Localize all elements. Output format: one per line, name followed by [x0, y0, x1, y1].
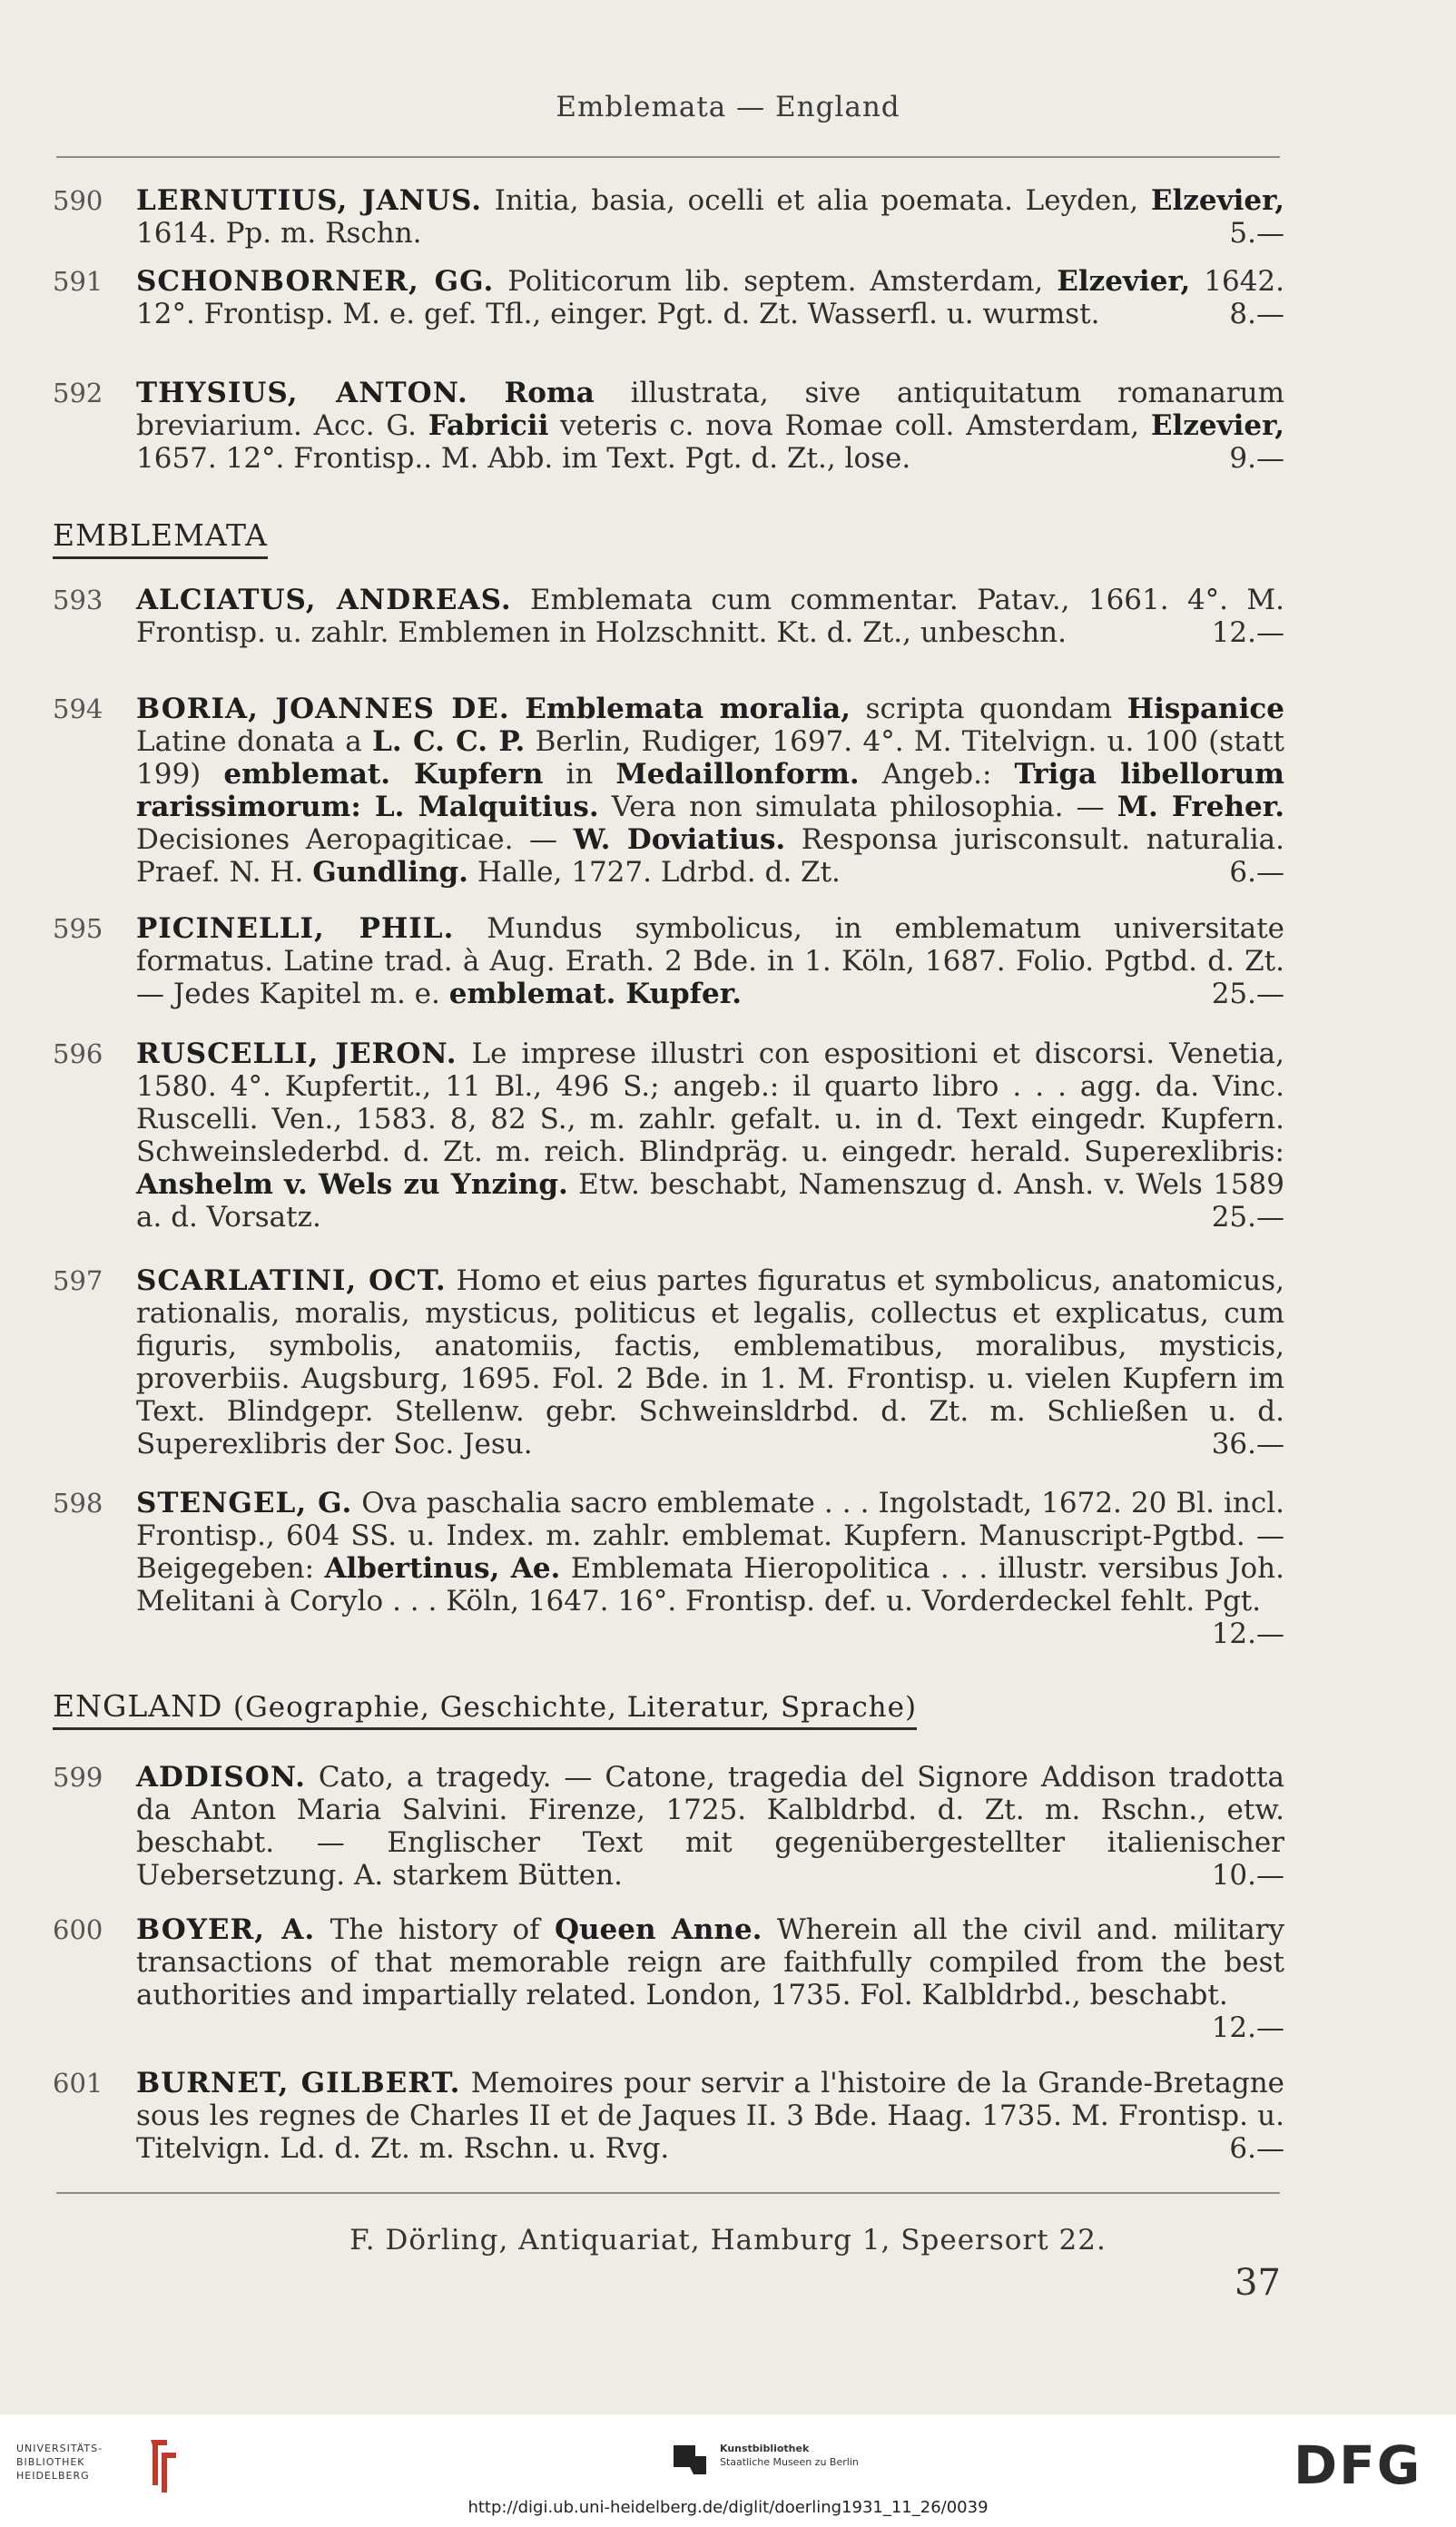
entry-price: 9.—: [1229, 442, 1284, 475]
entry-author: BURNET, GILBERT.: [136, 2067, 461, 2099]
entry-number: 597: [53, 1265, 103, 1296]
section-heading-england: [53, 1688, 917, 1730]
section-underline: [53, 1727, 917, 1730]
entry-text: Ova paschalia sacro emblemate . . . Ingolstadt, 1672. 20 Bl. incl. Frontisp., 604 SS. u. Index. m. zahlr. emblemat. Kupfern. Manuscript-Pgtbd. — Beigegeben:: [136, 1487, 1284, 1585]
entry-text: 1657. 12°. Frontisp.. M. Abb. im Text. Pgt. d. Zt., lose.: [136, 442, 911, 475]
entry-bold: W. Doviatius.: [573, 823, 786, 856]
university-library-label: [16, 2442, 103, 2483]
entry-author: THYSIUS, ANTON.: [136, 377, 468, 409]
entry-price: 6.—: [1229, 2132, 1284, 2165]
catalog-entry-599: [53, 1761, 1284, 1892]
kb-line-1: Kunstbibliothek: [720, 2443, 810, 2454]
catalog-entry-600: [53, 1913, 1285, 2044]
catalog-entry-598: [53, 1487, 1284, 1650]
entry-price: 25.—: [1211, 978, 1284, 1010]
entry-price: 36.—: [1211, 1428, 1284, 1460]
catalog-entry-596: [53, 1037, 1285, 1234]
entry-price: 6.—: [1229, 856, 1284, 889]
entry-bold: Fabricii: [428, 409, 549, 442]
kb-line-2: Staatliche Museen zu Berlin: [720, 2456, 859, 2468]
entry-text: Mundus symbolicus, in emblematum universitate formatus. Latine trad. à Aug. Erath. 2 Bde. in 1. Köln, 1687. Folio. Pgtbd. d. Zt. — Jedes Kapitel m. e.: [136, 912, 1285, 1010]
uni-line: HEIDELBERG: [16, 2470, 90, 2482]
entry-text: in: [543, 758, 616, 791]
entry-bold: M. Freher.: [1117, 791, 1284, 823]
entry-text: Politicorum lib. septem. Amsterdam,: [507, 265, 1058, 298]
catalog-entry-593: [53, 584, 1284, 649]
entry-text: Berlin, Rudiger, 1697. 4°. M. Titelvign. u. 100 (statt 199): [136, 725, 1285, 791]
kunstbibliothek-logo-icon: [672, 2442, 708, 2478]
entry-bold: Queen Anne.: [555, 1913, 762, 1946]
entry-author: ADDISON.: [136, 1761, 306, 1794]
entry-text: Le imprese illustri con espositioni et discorsi. Venetia, 1580. 4°. Kupfertit., 11 Bl., 496 S.; angeb.: il quarto libro . . . agg. da. Vinc. Ruscelli. Ven., 1583. 8, 82 S., m. zahlr. gefalt. u. in d. Text eingedr. Kupfern. Schweinslederbd. d. Zt. m. reich. Blindpräg. u. eingedr. herald. Superexlibris:: [136, 1037, 1285, 1168]
entry-number: 592: [53, 378, 103, 408]
uni-line: UNIVERSITÄTS-: [16, 2443, 103, 2454]
entry-text: Latine donata a: [136, 725, 373, 758]
entry-number: 601: [53, 2068, 103, 2099]
entry-bold: emblemat. Kupfern: [223, 758, 544, 791]
entry-text: scripta quondam: [851, 693, 1127, 725]
entry-number: 599: [53, 1762, 103, 1793]
entry-text: The history of: [330, 1913, 555, 1946]
entry-bold: Roma: [504, 377, 595, 409]
entry-text: Wherein all the civil and. military transactions of that memorable reign are faithfully compiled from the best authorities and impartially related. London, 1735. Fol. Kalbldrbd., beschabt.: [136, 1913, 1285, 2011]
entry-text: Etw. beschabt, Namenszug d. Ansh. v. Wels 1589 a. d. Vorsatz.: [136, 1168, 1284, 1234]
entry-price: 25.—: [1211, 1201, 1284, 1234]
entry-price: 5.—: [1229, 217, 1284, 250]
entry-author: BOYER, A.: [136, 1913, 316, 1946]
entry-number: 590: [53, 185, 103, 216]
entry-bold: L. C. C. P.: [372, 725, 526, 758]
entry-text: Decisiones Aeropagiticae. —: [136, 823, 574, 856]
entry-bold: Hispanice: [1126, 693, 1284, 725]
entry-bold: Anshelm v. Wels zu Ynzing.: [136, 1168, 568, 1201]
entry-text: 1642. 12°. Frontisp. M. e. gef. Tfl., einger. Pgt. d. Zt. Wasserfl. u. wurmst.: [136, 265, 1284, 330]
entry-author: SCARLATINI, OCT.: [136, 1264, 447, 1297]
entry-text: illustrata, sive antiquitatum romanarum breviarium. Acc. G.: [136, 377, 1284, 442]
entry-text: Homo et eius partes figuratus et symbolicus, anatomicus, rationalis, moralis, mysticus, politicus et legalis, collectus et explicatus, cum figuris, symbolis, anatomiis, factis, emblematibus, moralibus, mysticis, proverbiis. Augsburg, 1695. Fol. 2 Bde. in 1. M. Frontisp. u. vielen Kupfern im Text. Blindgepr. Stellenw. gebr. Schweinsldrbd. d. Zt. m. Schließen u. d. Superexlibris der Soc. Jesu.: [136, 1264, 1284, 1460]
page-number: 37: [1235, 2262, 1281, 2304]
entry-number: 595: [53, 913, 103, 944]
entry-number: 594: [53, 693, 103, 724]
entry-bold: Gundling.: [312, 856, 468, 889]
catalog-entry-595: [53, 912, 1285, 1010]
entry-price: 8.—: [1229, 298, 1284, 330]
section-title: ENGLAND: [53, 1688, 223, 1724]
entry-author: PICINELLI, PHIL.: [136, 912, 455, 945]
publisher-imprint: F. Dörling, Antiquariat, Hamburg 1, Speersort 22.: [349, 2224, 1107, 2257]
dfg-logo: DFG: [1294, 2434, 1422, 2496]
entry-text: veteris c. nova Romae coll. Amsterdam,: [548, 409, 1151, 442]
section-underline: [53, 556, 268, 559]
catalog-entry-591: [53, 265, 1284, 330]
entry-text: Halle, 1727. Ldrbd. d. Zt.: [467, 856, 841, 889]
catalog-entry-590: [53, 184, 1284, 250]
header-rule: [56, 156, 1280, 158]
entry-text: Memoires pour servir a l'histoire de la Grande-Bretagne sous les regnes de Charles II et de Jaques II. 3 Bde. Haag. 1735. M. Frontisp. u. Titelvign. Ld. d. Zt. m. Rschn. u. Rvg.: [136, 2067, 1285, 2165]
entry-author: RUSCELLI, JERON.: [136, 1037, 457, 1070]
entry-bold: Medaillonform.: [615, 758, 860, 791]
entry-text: Vera non simulata philosophia. —: [598, 791, 1117, 823]
uni-line: BIBLIOTHEK: [16, 2456, 85, 2468]
entry-text: Angeb.:: [859, 758, 1015, 791]
footer-rule: [56, 2192, 1280, 2194]
entry-number: 593: [53, 585, 103, 615]
entry-text: 1614. Pp. m. Rschn.: [136, 217, 422, 250]
entry-bold: Elzevier,: [1150, 184, 1284, 217]
entry-bold: Triga libellorum rarissimorum: L. Malquitius.: [136, 758, 1284, 823]
entry-price: 12.—: [1211, 2011, 1284, 2044]
entry-bold: emblemat. Kupfer.: [448, 978, 743, 1010]
entry-price: 10.—: [1211, 1859, 1284, 1892]
section-subtitle: (Geographie, Geschichte, Literatur, Sprache): [232, 1691, 918, 1724]
catalog-entry-601: [53, 2067, 1285, 2165]
catalog-entry-592: [53, 377, 1285, 475]
running-head: Emblemata — England: [556, 91, 900, 123]
entry-number: 591: [53, 266, 103, 297]
entry-author: STENGEL, G.: [136, 1487, 353, 1519]
entry-bold: Elzevier,: [1057, 265, 1191, 298]
entry-price: 12.—: [1211, 616, 1284, 649]
catalog-entry-594: [53, 693, 1285, 889]
kunstbibliothek-label: [720, 2442, 859, 2469]
entry-text: Initia, basia, ocelli et alia poemata. Leyden,: [494, 184, 1151, 217]
entry-price: 12.—: [1211, 1617, 1284, 1650]
entry-bold: Elzevier,: [1150, 409, 1285, 442]
entry-author: ALCIATUS, ANDREAS.: [136, 584, 512, 616]
entry-text: Responsa jurisconsult. naturalia. Praef. N. H.: [136, 823, 1284, 889]
entry-number: 600: [53, 1914, 103, 1945]
entry-number: 598: [53, 1488, 103, 1519]
entry-bold: Albertinus, Ae.: [324, 1552, 561, 1585]
entry-text: Emblemata cum commentar. Patav., 1661. 4°. M. Frontisp. u. zahlr. Emblemen in Holzschnitt. Kt. d. Zt., unbeschn.: [136, 584, 1284, 649]
section-heading-emblemata: [53, 517, 268, 559]
entry-author: LERNUTIUS, JANUS.: [136, 184, 483, 217]
catalog-entry-597: [53, 1264, 1284, 1460]
entry-number: 596: [53, 1038, 103, 1069]
source-url[interactable]: http://digi.ub.uni-heidelberg.de/diglit/doerling1931_11_26/0039: [467, 2498, 989, 2517]
entry-bold: Emblemata moralia,: [525, 693, 851, 725]
section-title: EMBLEMATA: [53, 517, 268, 553]
entry-author: SCHONBORNER, GG.: [136, 265, 495, 298]
entry-author: BORIA, JOANNES DE.: [136, 693, 510, 725]
entry-text: Cato, a tragedy. — Catone, tragedia del Signore Addison tradotta da Anton Maria Salvini. Firenze, 1725. Kalbldrbd. d. Zt. m. Rschn., etw. beschabt. — Englischer Text mit gegenübergestellter italienischer Uebersetzung. A. starkem Bütten.: [136, 1761, 1284, 1892]
entry-text: Emblemata Hieropolitica . . . illustr. versibus Joh. Melitani à Corylo . . . Köln, 1647. 16°. Frontisp. def. u. Vorderdeckel fehlt. Pgt.: [136, 1552, 1284, 1617]
